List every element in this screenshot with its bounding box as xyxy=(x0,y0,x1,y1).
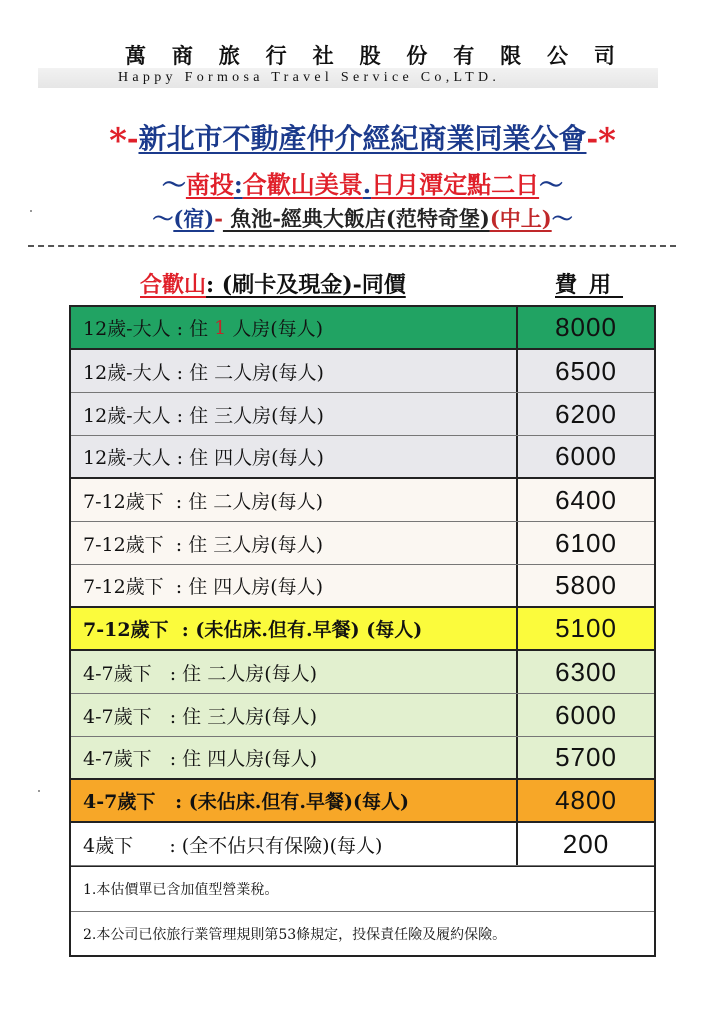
description-text: 7-12歲下 : 住 四人房(每人) xyxy=(83,576,324,598)
company-name-chinese xyxy=(125,40,615,70)
association-title xyxy=(0,117,725,161)
description-text: 7-12歲下 : (未佔床.但有.早餐) (每人) xyxy=(83,619,423,641)
trip-dot: . xyxy=(362,170,372,199)
stay-label: (宿) xyxy=(173,206,215,231)
trip-highlight-1: 合歡山美景 xyxy=(242,170,363,199)
company-name-char: 股 xyxy=(359,43,381,68)
dashed-divider xyxy=(28,245,676,247)
price-row xyxy=(71,651,654,694)
price-row-description xyxy=(71,307,518,348)
tilde-right-stay: ～ xyxy=(551,206,573,231)
company-name-char: 社 xyxy=(312,43,334,68)
accommodation-line xyxy=(0,203,725,233)
price-row-description xyxy=(71,737,518,778)
price-table xyxy=(69,305,656,866)
price-row xyxy=(71,780,654,823)
description-text: 7-12歲下 : 住 三人房(每人) xyxy=(83,533,324,556)
price-row xyxy=(71,479,654,522)
price-row-description xyxy=(71,565,518,606)
price-row-description xyxy=(71,823,518,865)
company-name-char: 旅 xyxy=(218,43,240,68)
price-row xyxy=(71,393,654,436)
price-header xyxy=(140,268,406,299)
price-amount: 6200 xyxy=(555,398,617,429)
company-name-char: 萬 xyxy=(125,43,146,68)
price-row-description xyxy=(71,436,518,477)
company-name-char: 行 xyxy=(265,43,287,68)
title-dash-left: - xyxy=(126,122,139,155)
trip-region: 南投 xyxy=(185,170,234,199)
price-row xyxy=(71,608,654,651)
scan-speck xyxy=(30,210,32,212)
price-amount: 5800 xyxy=(555,570,617,600)
price-row-description xyxy=(71,393,518,435)
price-amount: 4800 xyxy=(555,785,617,815)
tilde-left-stay: ～ xyxy=(152,206,174,231)
payment-note: : (刷卡及現金)-同價 xyxy=(206,272,406,298)
star-icon-right: * xyxy=(598,121,616,161)
company-name-char: 份 xyxy=(406,43,428,68)
description-text: 12歲-大人 : 住 二人房(每人) xyxy=(83,361,324,384)
price-amount: 200 xyxy=(562,828,610,859)
price-amount: 8000 xyxy=(555,312,617,342)
price-row xyxy=(71,737,654,780)
description-text: 4-7歲下 : 住 三人房(每人) xyxy=(83,705,318,728)
price-row xyxy=(71,522,654,565)
tilde-right: ～ xyxy=(539,170,564,199)
price-amount: 5700 xyxy=(555,742,617,772)
price-row xyxy=(71,350,654,393)
stay-dash: - xyxy=(214,206,223,231)
trip-colon: : xyxy=(233,170,243,199)
company-name-english: Happy Formosa Travel Service Co,LTD. xyxy=(118,70,501,85)
note-line: 2.本公司已依旅行業管理規則第53條規定，投保責任險及履約保險。 xyxy=(71,911,654,955)
price-row-description xyxy=(71,479,518,521)
tilde-left: ～ xyxy=(161,170,186,199)
description-text: 12歲-大人 : 住 四人房(每人) xyxy=(83,447,324,469)
price-row-description xyxy=(71,780,518,821)
room-count: 1 xyxy=(214,316,227,339)
description-text: 12歲-大人 : 住 xyxy=(83,318,215,340)
hotel-grade: (中上) xyxy=(489,206,552,231)
price-row-description xyxy=(71,350,518,392)
notes-box xyxy=(69,866,656,957)
note-line: 1.本估價單已含加值型營業稅。 xyxy=(83,882,279,898)
price-row-description xyxy=(71,694,518,736)
company-name-char: 公 xyxy=(547,43,569,68)
fee-column-header: 費用 xyxy=(555,272,624,298)
price-row-description xyxy=(71,608,518,649)
description-text: 4-7歲下 : 住 四人房(每人) xyxy=(83,748,318,770)
company-name-char: 有 xyxy=(453,43,475,68)
price-row xyxy=(71,436,654,479)
price-location: 合歡山 xyxy=(140,272,207,298)
price-row xyxy=(71,307,654,350)
price-amount: 6400 xyxy=(555,484,617,515)
price-amount: 6300 xyxy=(555,656,617,687)
price-amount: 6000 xyxy=(555,441,617,471)
price-row-description xyxy=(71,651,518,693)
price-row xyxy=(71,694,654,737)
description-text: 4-7歲下 : 住 二人房(每人) xyxy=(83,662,318,685)
price-row xyxy=(71,823,654,866)
price-row xyxy=(71,565,654,608)
price-amount: 6100 xyxy=(555,527,617,558)
price-amount: 6000 xyxy=(555,699,617,730)
description-text: 4歲下 : (全不佔只有保險)(每人) xyxy=(83,834,383,857)
company-name-char: 限 xyxy=(500,43,522,68)
trip-highlight-2: 日月潭定點二日 xyxy=(371,170,540,199)
description-text: 12歲-大人 : 住 三人房(每人) xyxy=(83,404,324,427)
star-icon-left: * xyxy=(109,121,127,161)
price-row-description xyxy=(71,522,518,564)
company-name-char: 司 xyxy=(593,43,615,68)
description-text: 7-12歲下 : 住 二人房(每人) xyxy=(83,490,324,513)
scan-speck xyxy=(38,790,40,792)
price-amount: 5100 xyxy=(555,613,617,643)
trip-title xyxy=(0,165,725,200)
description-text-suffix: 人房(每人) xyxy=(226,318,324,340)
price-amount: 6500 xyxy=(555,355,617,386)
title-dash-right: - xyxy=(586,122,599,155)
hotel-name: 魚池-經典大飯店(范特奇堡) xyxy=(222,206,490,231)
company-name-char: 商 xyxy=(171,43,193,68)
association-name: 新北市不動產仲介經紀商業同業公會 xyxy=(138,122,587,155)
description-text: 4-7歲下 : (未佔床.但有.早餐)(每人) xyxy=(83,791,409,813)
